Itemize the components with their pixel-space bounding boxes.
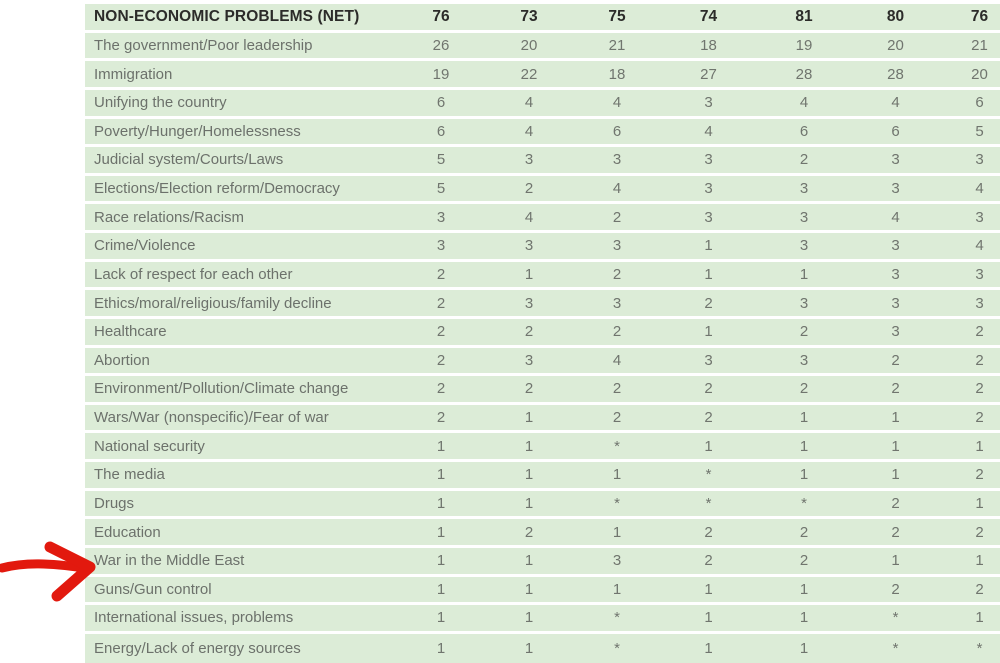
row-value: 2	[436, 380, 446, 398]
row-value: 1	[799, 609, 809, 627]
row-label: National security	[94, 437, 205, 455]
row-value: 19	[432, 65, 450, 83]
row-value: 1	[704, 323, 713, 341]
row-label: Elections/Election reform/Democracy	[94, 180, 340, 198]
row-value: 1	[799, 409, 809, 427]
row-label: Unifying the country	[94, 94, 227, 112]
row-value: 1	[799, 580, 809, 598]
row-value: 3	[704, 151, 713, 169]
row-value: 5	[975, 122, 984, 140]
row-value: 3	[799, 180, 809, 198]
row-value: 1	[704, 580, 713, 598]
row-value: 1	[524, 466, 534, 484]
row-value: *	[892, 609, 899, 627]
table-row-arrow-target	[85, 548, 1000, 574]
row-value: 1	[704, 639, 713, 657]
table-row	[85, 519, 1000, 545]
row-value: 3	[436, 237, 446, 255]
row-value: 21	[608, 36, 626, 54]
row-label: The government/Poor leadership	[94, 36, 313, 54]
row-value: 2	[891, 380, 900, 398]
row-value: 2	[704, 294, 713, 312]
row-value: 3	[891, 265, 900, 283]
row-value: 1	[436, 552, 446, 570]
row-value: 3	[799, 351, 809, 369]
row-value: 2	[612, 409, 622, 427]
row-value: 3	[524, 351, 534, 369]
row-value: 2	[975, 580, 984, 598]
row-value: 1	[612, 466, 622, 484]
row-label: Ethics/moral/religious/family decline	[94, 294, 332, 312]
table-row	[85, 33, 1000, 59]
table-row	[85, 90, 1000, 116]
row-value: 6	[975, 94, 984, 112]
row-value: 2	[524, 523, 534, 541]
table-row	[85, 204, 1000, 230]
row-value: 2	[704, 552, 713, 570]
row-value: 4	[524, 122, 534, 140]
row-label: Education	[94, 523, 161, 541]
row-value: 1	[799, 466, 809, 484]
row-value: 1	[436, 494, 446, 512]
row-value: 2	[612, 208, 622, 226]
row-value: 26	[432, 36, 450, 54]
row-value: 1	[799, 639, 809, 657]
table-row	[85, 605, 1000, 631]
row-value: *	[801, 494, 807, 512]
row-value: 1	[891, 409, 900, 427]
row-value: 2	[799, 552, 809, 570]
table-row	[85, 262, 1000, 288]
red-arrow-annotation-icon	[0, 540, 96, 604]
row-value: 2	[524, 180, 534, 198]
row-value: 3	[891, 294, 900, 312]
row-label: War in the Middle East	[94, 552, 245, 570]
row-value: 4	[612, 180, 622, 198]
table-row	[85, 376, 1000, 402]
row-value: 1	[436, 609, 446, 627]
row-value: 2	[524, 380, 534, 398]
row-value: 1	[612, 580, 622, 598]
row-label: International issues, problems	[94, 609, 294, 627]
row-label: Healthcare	[94, 323, 167, 341]
table-body	[85, 33, 1000, 663]
row-value: 3	[704, 180, 713, 198]
row-value: 1	[436, 580, 446, 598]
row-value: 1	[704, 265, 713, 283]
row-value: 3	[612, 552, 622, 570]
header-value: 80	[886, 7, 905, 25]
row-value: 1	[524, 409, 534, 427]
row-value: 5	[436, 180, 446, 198]
row-label: Drugs	[94, 494, 135, 512]
row-label: Race relations/Racism	[94, 208, 245, 226]
table-row	[85, 176, 1000, 202]
row-value: 1	[975, 609, 984, 627]
row-value: 1	[975, 494, 984, 512]
row-value: 4	[891, 94, 900, 112]
row-label: Energy/Lack of energy sources	[94, 639, 301, 657]
row-value: 1	[524, 552, 534, 570]
row-value: 1	[524, 580, 534, 598]
row-value: 4	[704, 122, 713, 140]
row-value: 3	[799, 208, 809, 226]
row-value: 4	[799, 94, 809, 112]
row-label: Lack of respect for each other	[94, 265, 293, 283]
row-value: 1	[436, 639, 446, 657]
row-value: 22	[520, 65, 538, 83]
row-label: Immigration	[94, 65, 173, 83]
row-value: 2	[612, 380, 622, 398]
row-value: 4	[975, 237, 984, 255]
table-row	[85, 433, 1000, 459]
row-value: 2	[975, 351, 984, 369]
row-value: 6	[799, 122, 809, 140]
row-value: 3	[975, 294, 984, 312]
row-value: 2	[612, 265, 622, 283]
row-value: 1	[436, 437, 446, 455]
row-value: 21	[971, 36, 988, 54]
table-row	[85, 348, 1000, 374]
header-value: 76	[970, 7, 989, 25]
row-value: 3	[799, 294, 809, 312]
row-value: 2	[704, 380, 713, 398]
row-value: 18	[608, 65, 626, 83]
row-value: 3	[975, 151, 984, 169]
row-label: Environment/Pollution/Climate change	[94, 380, 349, 398]
row-value: 3	[524, 237, 534, 255]
table-row	[85, 319, 1000, 345]
row-value: 3	[704, 351, 713, 369]
row-label: Wars/War (nonspecific)/Fear of war	[94, 409, 329, 427]
row-value: 4	[612, 94, 622, 112]
row-value: 1	[524, 494, 534, 512]
row-value: 28	[795, 65, 813, 83]
row-value: 4	[975, 180, 984, 198]
table-row	[85, 491, 1000, 517]
table-row	[85, 233, 1000, 259]
table-row	[85, 462, 1000, 488]
header-value: 74	[699, 7, 718, 25]
table-row	[85, 290, 1000, 316]
row-value: 2	[799, 380, 809, 398]
row-value: 20	[887, 36, 904, 54]
row-value: 5	[436, 151, 446, 169]
row-label: Poverty/Hunger/Homelessness	[94, 122, 301, 140]
row-value: *	[614, 639, 620, 657]
row-value: 1	[524, 609, 534, 627]
row-value: 1	[975, 552, 984, 570]
table-header-row	[85, 4, 1000, 30]
row-value: 3	[612, 237, 622, 255]
row-value: 3	[436, 208, 446, 226]
header-value: 73	[520, 7, 538, 25]
row-value: 2	[975, 466, 984, 484]
table-row	[85, 147, 1000, 173]
row-label: The media	[94, 466, 165, 484]
row-value: 3	[524, 294, 534, 312]
row-value: 2	[799, 523, 809, 541]
table-row	[85, 634, 1000, 663]
header-value: 75	[608, 7, 626, 25]
row-label: Crime/Violence	[94, 237, 196, 255]
row-value: *	[614, 437, 620, 455]
row-value: 2	[975, 323, 984, 341]
row-value: 2	[704, 523, 713, 541]
row-value: 2	[799, 151, 809, 169]
row-value: 1	[891, 437, 900, 455]
row-value: 1	[524, 265, 534, 283]
row-value: 6	[612, 122, 622, 140]
row-value: 2	[975, 380, 984, 398]
row-value: 3	[975, 265, 984, 283]
row-value: 3	[975, 208, 984, 226]
row-value: *	[614, 609, 620, 627]
row-value: 2	[436, 265, 446, 283]
row-value: 1	[524, 639, 534, 657]
row-value: 1	[891, 552, 900, 570]
problems-table	[85, 0, 1000, 663]
row-label: Guns/Gun control	[94, 580, 212, 598]
row-value: 2	[891, 523, 900, 541]
row-value: 3	[799, 237, 809, 255]
table-row	[85, 405, 1000, 431]
row-value: *	[976, 639, 983, 657]
row-value: 3	[704, 94, 713, 112]
row-value: 1	[436, 523, 446, 541]
row-value: 2	[891, 494, 900, 512]
row-value: 3	[891, 151, 900, 169]
row-value: 2	[891, 351, 900, 369]
row-value: 20	[520, 36, 538, 54]
row-value: 1	[612, 523, 622, 541]
row-value: 18	[700, 36, 717, 54]
row-value: 3	[612, 294, 622, 312]
row-value: *	[705, 494, 712, 512]
row-value: 1	[704, 609, 713, 627]
row-label: Judicial system/Courts/Laws	[94, 151, 284, 169]
row-value: 27	[700, 65, 717, 83]
row-value: 3	[891, 180, 900, 198]
row-value: 1	[704, 437, 713, 455]
row-value: 2	[704, 409, 713, 427]
row-value: 2	[524, 323, 534, 341]
row-value: *	[614, 494, 620, 512]
table-row	[85, 119, 1000, 145]
row-value: 3	[704, 208, 713, 226]
row-value: *	[892, 639, 899, 657]
row-value: 2	[975, 523, 984, 541]
header-value: 81	[795, 7, 813, 25]
row-value: 3	[612, 151, 622, 169]
row-value: 20	[971, 65, 988, 83]
row-value: 3	[891, 323, 900, 341]
row-value: 1	[799, 265, 809, 283]
row-value: 2	[612, 323, 622, 341]
header-value: 76	[432, 7, 450, 25]
row-label: Abortion	[94, 351, 150, 369]
row-value: 6	[436, 122, 446, 140]
row-value: 19	[795, 36, 813, 54]
header-label: NON-ECONOMIC PROBLEMS (NET)	[94, 7, 360, 25]
row-value: 2	[799, 323, 809, 341]
row-value: 2	[436, 351, 446, 369]
table-row	[85, 61, 1000, 87]
row-value: 28	[887, 65, 904, 83]
row-value: 6	[436, 94, 446, 112]
row-value: 2	[436, 409, 446, 427]
row-value: 1	[436, 466, 446, 484]
row-value: 4	[524, 94, 534, 112]
row-value: 3	[524, 151, 534, 169]
row-value: *	[705, 466, 712, 484]
row-value: 1	[891, 466, 900, 484]
row-value: 1	[704, 237, 713, 255]
row-value: 2	[975, 409, 984, 427]
row-value: 1	[975, 437, 984, 455]
row-value: 1	[799, 437, 809, 455]
row-value: 2	[436, 294, 446, 312]
row-value: 6	[891, 122, 900, 140]
row-value: 2	[891, 580, 900, 598]
table-row	[85, 577, 1000, 603]
row-value: 4	[524, 208, 534, 226]
row-value: 4	[891, 208, 900, 226]
row-value: 3	[891, 237, 900, 255]
row-value: 1	[524, 437, 534, 455]
row-value: 2	[436, 323, 446, 341]
row-value: 4	[612, 351, 622, 369]
